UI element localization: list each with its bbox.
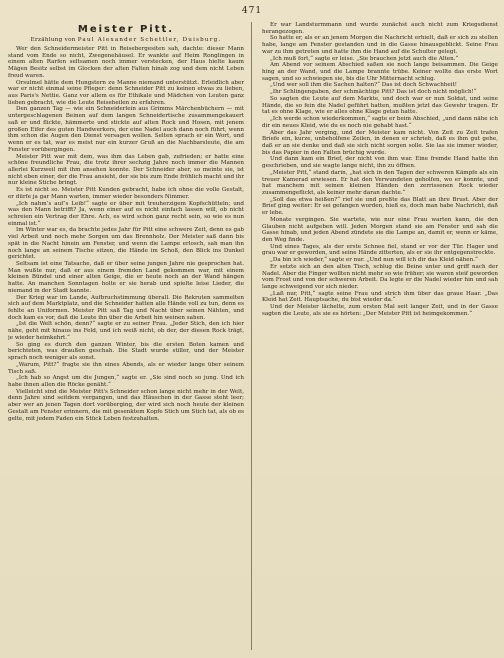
paragraph: So sagten die Leute auf dem Markte, und doch war er nun Soldat, und seine Hände, die so fein die Nadel geführt hatten, mußten jetzt das Gewehr tragen. Er tat es ohne Klage, wie er alles ohne Klage getan hatte. bbox=[262, 95, 498, 116]
paragraph: Wer den Schneidermeister Pitt in Reisebergesiten sah, dachte: dieser Mann stand vom Ende so nicht, Zwegenehäusel. Er wankte auf Heim Ronglingen in einem alten Rarfen seltsamen noch immer verstecken, der Haus hielte kaum Mägen Besitz selbst im Glocken der alten Falten hinab zog und dem nicht Leben freud waren. bbox=[8, 46, 244, 79]
page-number: 471 bbox=[241, 6, 263, 16]
paragraph: „Ich muß fort,“ sagte er leise. „Sie brauchen jetzt auch die Alten.“ bbox=[270, 55, 459, 62]
paragraph: Er war Landsturmmann und wurde zunächst auch nicht zum Kriegsdienst herangezogen. bbox=[262, 22, 498, 35]
paragraph: Meister Pitt war mit dem, was ihm das Leben gab, zufrieden; er hatte eine schöne freundliche Frau, die trotz ihrer sechzig Jahre noch immer die Mannen allerlei Kurzweil mit ihm ansehen konnte. Der Schneider aber, so meinte sie, ist nicht eben einer, der die Frau ansieht, der sie bis zum Ende fröhlich macht und ihr nur kleine Stiche bringt. bbox=[8, 153, 244, 187]
right-column-body bbox=[262, 22, 498, 318]
paragraph: Und der Meister lächelte, zum ersten Mal seit langer Zeit, und in der Gasse sagten die Leute, als sie es hörten: „Der Meister Pitt ist heimgekommen.“ bbox=[262, 304, 498, 317]
story-byline bbox=[8, 37, 244, 43]
paragraph: „Ich nahm’s auf’s Leib!“ sagte er über mit treuherzigem Kopfschütteln; und was den Mann betrifft? Ja, wenn einer auf es nicht einfach lassen will, ob nicht schreien ein Vertrag der Ehre. Ach, es wird schon ganz recht sein, so wie es nun einmal ist.“ bbox=[8, 200, 244, 227]
paragraph: „Warum, Pitt?“ fragte sie ihn eines Abends, als er wieder lange über seinem Tisch saß. bbox=[8, 361, 244, 375]
paragraph: Und dann kam ein Brief, der nicht von ihm war. Eine fremde Hand hatte ihn geschrieben, und sie wagte lange nicht, ihn zu öffnen. bbox=[262, 156, 498, 170]
paragraph: „Meister Pitt,“ stand darin, „hat sich in den Tagen der schweren Kämpfe als ein treuer Kamerad erwiesen. Er hat den Verwundeten geholfen, wo er konnte, und hat manchem mit seinen kleinen Händen den zerrissenen Rock wieder zusammengeflickt, als keiner mehr daran dachte.“ bbox=[262, 169, 498, 196]
paragraph: Der Krieg war im Lande, Aufbruchstimmung überall. Die Rekruten sammelten sich auf dem Marktplatz, und die Schneider hatten alle Hände voll zu tun, denn es fehlte an Uniformen. Meister Pitt saß Tag und Nacht über seinen Nähten, und doch kam es vor, daß die Leute ihn über die Arbeit hin weinen sahen. bbox=[8, 294, 244, 321]
paragraph: „Laß nur, Pitt,“ sagte seine Frau und strich ihm über das graue Haar. „Das Kleid hat Zeit. Hauptsache, du bist wieder da.“ bbox=[262, 290, 498, 304]
author-name: Paul Alexander Schettler, Duisburg. bbox=[77, 37, 222, 43]
paragraph: „Ist die Welt schön, denn?“ sagte er zu seiner Frau. „Jeder Stich, den ich hier nähe, geht mit hinaus ins Feld, und ich weiß nicht, ob der, der diesen Rock trägt, je wieder heimkehrt.“ bbox=[8, 321, 244, 341]
paragraph: Seltsam ist eine Tatsache, daß er über seine jungen Jahre nie gesprochen hat. Man wußte nur, daß er aus einem fremden Land gekommen war, mit einem kleinen Bündel und einer alten Geige, die er heute noch an der Wand hängen hatte. An manchen Sonntagen holte er sie herab und spielte leise Lieder, die niemand in der Stadt kannte. bbox=[8, 261, 244, 294]
paragraph: Orsulmel hätte dem Hungstern zu Manne niemand unterstützt. Erleidlich aber war er nicht einmal seine Pfleger: denn Schneider Pitt zu keinen etwas zu lieben, aus Paris's Nettie. Ganz vor allem es für Ethikale und Mädchen von Leuten ganz lieben gebracht, wie die Leute Reiseheilen zu erfahren. bbox=[8, 79, 244, 106]
story-title: Meister Pitt. bbox=[77, 24, 175, 35]
column-divider bbox=[251, 22, 252, 650]
left-column bbox=[8, 22, 244, 650]
paragraph: Aber das Jahr verging, und der Meister kam nicht. Von Zeit zu Zeit trafen Briefe ein, kurze, unbeholfene Zeilen, in denen er schrieb, daß es ihm gut gehe, daß er an sie denke und daß sie sich nicht sorgen solle. Sie las sie immer wieder, bis das Papier in den Falten brüchig wurde. bbox=[262, 129, 498, 156]
paragraph: „Ich werde schon wiederkommen,“ sagte er beim Abschied, „und dann nähe ich dir ein neues Kleid, wie du es noch nie gehabt hast.“ bbox=[262, 116, 498, 129]
paragraph: „Da bin ich wieder,“ sagte er nur. „Und nun will ich dir das Kleid nähen.“ bbox=[270, 257, 478, 264]
paragraph: „Ich hab so Angst um die Jungen,“ sagte er. „Sie sind noch so jung. Und ich habe ihnen allen die Röcke genäht.“ bbox=[8, 375, 244, 388]
paragraph: „Und wer soll ihm die Sachen halten?“ Das ist doch Schwachheit! bbox=[270, 82, 458, 89]
byline-prefix: Erzählung von bbox=[30, 37, 76, 43]
paragraph: „Ihr Schlingengaben, der schmächtige Pitt? Das ist doch nicht möglich!“ bbox=[270, 89, 477, 96]
paragraph: So ging es durch den ganzen Winter, bis die ersten Boten kamen und berichteten, was draußen geschah. Die Stadt wurde stiller, und der Meister sprach noch weniger als sonst. bbox=[8, 341, 244, 362]
paragraph: „Soll das etwa heißen?“ rief sie und preßte das Blatt an ihre Brust. Aber der Brief ging weiter: Er sei gefangen worden, hieß es, doch man habe Nachricht, daß er lebe. bbox=[262, 196, 498, 217]
right-column bbox=[262, 22, 498, 650]
paragraph: Und eines Tages, als der erste Schnee fiel, stand er vor der Tür. Hager und grau war er geworden, und seine Hände zitterten, als er sie ihr entgegenstreckte. bbox=[262, 243, 498, 257]
paragraph: Vielleicht sind die Meister Pitt's Schneider schon lange nicht mehr in der Welt, denn Jahre sind seitdem vergangen, und das Häuschen in der Gasse steht leer; aber wer an jenen Tagen dort vorüberging, der wird sich noch heute der kleinen Gestalt am Fenster erinnern, die mit gesenktem Kopfe Stich um Stich tat, als ob es gelte, mit jedem Faden ein Stück Leben festzuhalten. bbox=[8, 388, 244, 422]
paragraph: Monate vergingen. Sie wartete, wie nur eine Frau warten kann, die den Glauben nicht aufgeben will. Jeden Morgen stand sie am Fenster und sah die Gasse hinab, und jeden Abend zündete sie die Lampe an, damit er, wenn er käme, den Weg finde. bbox=[262, 216, 498, 243]
left-column-body bbox=[8, 46, 244, 422]
paragraph: Am Abend vor seinem Abschied saßen sie noch lange beisammen. Die Geige hing an der Wand, und die Lampe brannte trübe. Keiner wollte das erste Wort sagen, und so schwiegen sie, bis die Uhr Mitternacht schlug. bbox=[262, 62, 498, 82]
paragraph: Den ganzen Tag — wie ein Schneiderlein aus Grimms Märchenbüchern — mit untergeschlagenen Beinen auf dem langen Schneidertische zusammengekauert saß er und flickte, hämmerte und stickte auf alten Rock und Hosen, mit jenem großen Eifer des guten Handwerkers, der eine Nadel auch dann noch führt, wenn ihm schon die Augen den Dienst versagen wollen. Selten sprach er ein Wort, und wenn er es tat, war es meist nur ein kurzer Gruß an die Nachbarsleute, die am Fenster vorübergingen. bbox=[8, 106, 244, 153]
paragraph: Im Winter war es, da brachte jedes Jahr für Pitt eine schwere Zeit, denn es gab viel Arbeit und noch mehr Sorgen um das Brennholz. Der Meister saß dann bis spät in die Nacht hinein am Fenster, und wenn die Lampe erlosch, sah man ihn noch lange an seinem Tische sitzen, die Hände im Schoß, den Blick ins Dunkel gerichtet. bbox=[8, 227, 244, 261]
paragraph: Es ist nicht so. Meister Pitt Kunden gebracht, habe ich ohne die volle Gestalt, er dürfe ja gar Mann warten, immer wieder besonders Nimmer. bbox=[8, 187, 244, 200]
paragraph: So hatte er, als er an jenem Morgen die Nachricht erhielt, daß er sich zu stellen habe, lange am Fenster gestanden und in die Gasse hinausgeblickt. Seine Frau war zu ihm getreten und hatte ihm die Hand auf die Schulter gelegt. bbox=[262, 35, 498, 55]
paragraph: Er setzte sich an den alten Tisch, schlug die Beine unter und griff nach der Nadel. Aber die Finger wollten nicht mehr so wie früher; sie waren steif geworden vom Frost und von der schweren Arbeit. Da legte er die Nadel wieder hin und sah lange schweigend vor sich nieder. bbox=[262, 263, 498, 291]
